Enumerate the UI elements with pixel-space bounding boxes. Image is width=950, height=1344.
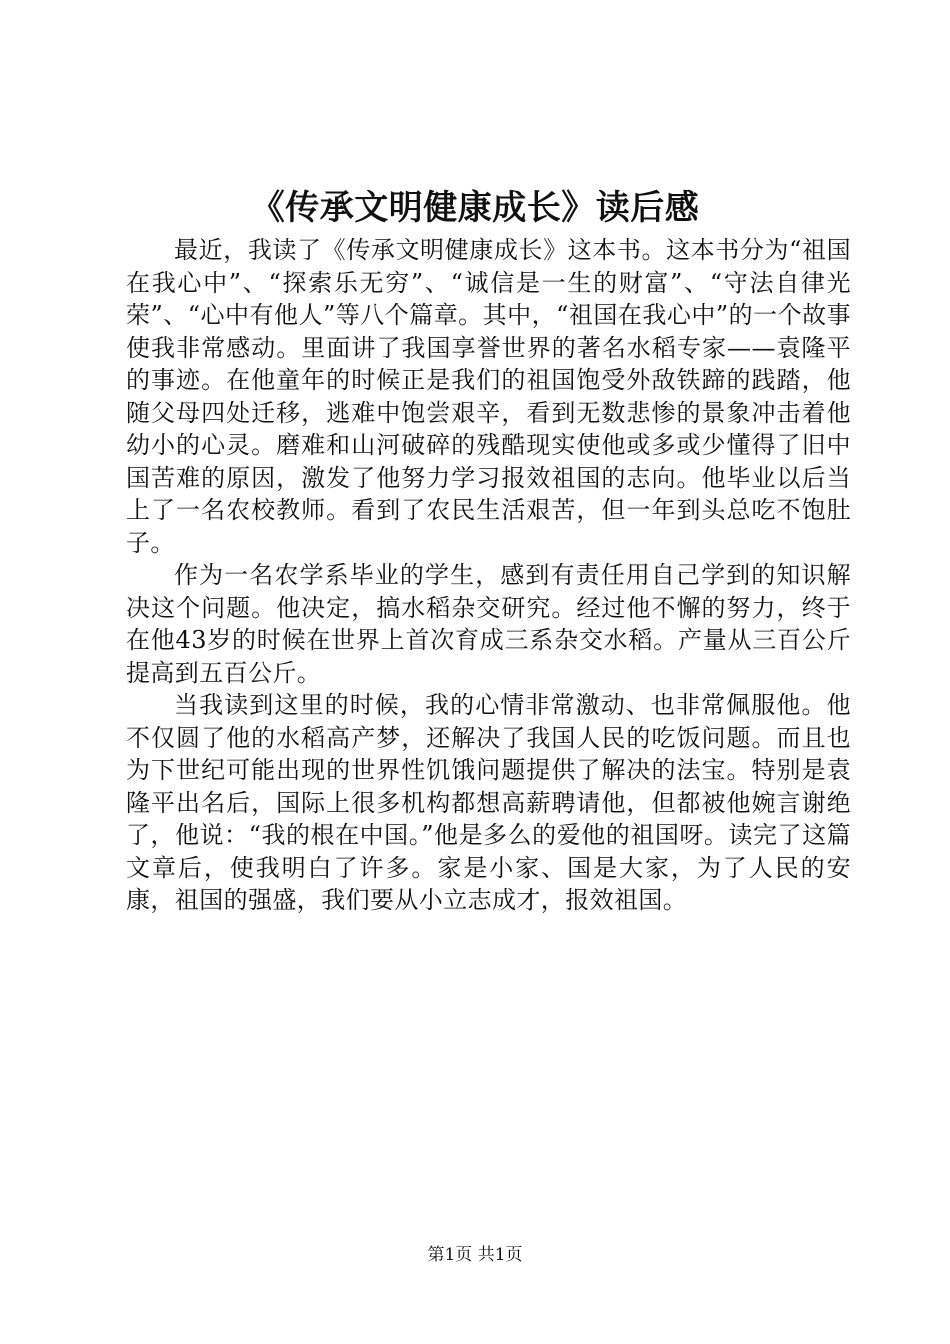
paragraph: 作为一名农学系毕业的学生，感到有责任用自己学到的知识解决这个问题。他决定，搞水稻杂交研究。经过他不懈的努力，终于在他43岁的时候在世界上首次育成三系杂交水稻。产量从三百公斤提高到五百公斤。 bbox=[126, 561, 851, 687]
page-title: 《传承文明健康成长》读后感 bbox=[250, 188, 700, 228]
paragraph: 最近，我读了《传承文明健康成长》这本书。这本书分为“祖国在我心中”、“探索乐无穷”、“诚信是一生的财富”、“守法自律光荣”、“心中有他人”等八个篇章。其中，“祖国在我心中”的一个故事使我非常感动。里面讲了我国享誉世界的著名水稻专家——袁隆平的事迹。在他童年的时候正是我们的祖国饱受外敌铁蹄的践踏，他随父母四处迁移，逃难中饱尝艰辛，看到无数悲惨的景象冲击着他幼小的心灵。磨难和山河破碎的残酷现实使他或多或少懂得了旧中国苦难的原因，激发了他努力学习报效祖国的志向。他毕业以后当上了一名农校教师。看到了农民生活艰苦，但一年到头总吃不饱肚子。 bbox=[126, 236, 851, 557]
paragraph: 当我读到这里的时候，我的心情非常激动、也非常佩服他。他不仅圆了他的水稻高产梦，还解决了我国人民的吃饭问题。而且也为下世纪可能出现的世界性饥饿问题提供了解决的法宝。特别是袁隆平出名后，国际上很多机构都想高薪聘请他，但都被他婉言谢绝了，他说：“我的根在中国。”他是多么的爱他的祖国呀。读完了这篇文章后，使我明白了许多。家是小家、国是大家，为了人民的安康，祖国的强盛，我们要从小立志成才，报效祖国。 bbox=[126, 691, 851, 914]
page-footer: 第1页 共1页 bbox=[427, 1245, 523, 1265]
article-body bbox=[126, 234, 851, 917]
